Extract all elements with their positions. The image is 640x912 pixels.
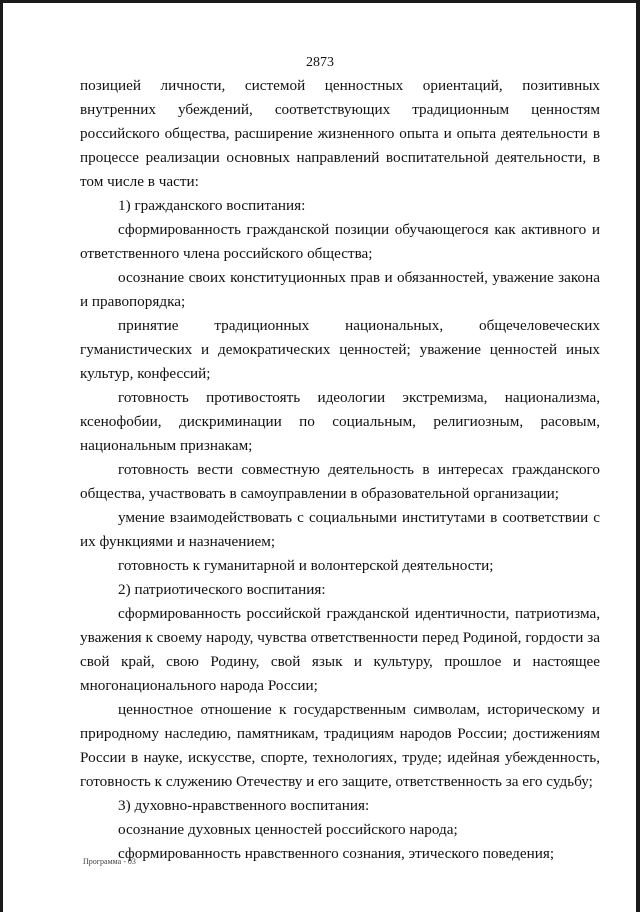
paragraph: осознание духовных ценностей российского народа;	[118, 821, 458, 838]
scan-edge-left	[0, 0, 3, 912]
document-body	[80, 74, 600, 866]
page-number: 2873	[306, 55, 334, 70]
paragraph: 1) гражданского воспитания:	[118, 197, 306, 214]
scan-edge-right	[636, 0, 640, 912]
paragraph: сформированность нравственного сознания, этического поведения;	[118, 845, 555, 862]
paragraph: готовность к гуманитарной и волонтерской деятельности;	[118, 557, 494, 574]
paragraph: умение взаимодействовать с социальными институтами в соответствии с их функциями и назначением;	[80, 509, 600, 550]
paragraph: принятие традиционных национальных, общечеловеческих гуманистических и демократических ценностей; уважение ценностей иных культур, конфессий;	[80, 317, 600, 382]
paragraph: позицией личности, системой ценностных ориентаций, позитивных внутренних убеждений, соответствующих традиционным ценностям российского общества, расширение жизненного опыта и опыта деятельности в процессе реализации основных направлений воспитательной деятельности, в том числе в части:	[80, 77, 600, 190]
paragraph: 3) духовно-нравственного воспитания:	[118, 797, 370, 814]
paragraph: ценностное отношение к государственным символам, историческому и природному наследию, памятникам, традициям народов России; достижениям России в науке, искусстве, спорте, технологиях, труде; идейная убежденность, готовность к служению Отечеству и его защите, ответственность за его судьбу;	[80, 701, 600, 790]
paragraph: сформированность российской гражданской идентичности, патриотизма, уважения к своему народу, чувства ответственности перед Родиной, гордости за свой край, свою Родину, свой язык и культуру, прошлое и настоящее многонационального народа России;	[80, 605, 600, 694]
scan-edge-top	[0, 0, 640, 3]
paragraph: готовность вести совместную деятельность в интересах гражданского общества, участвовать в самоуправлении в образовательной организации;	[80, 461, 600, 502]
paragraph: готовность противостоять идеологии экстремизма, национализма, ксенофобии, дискриминации по социальным, религиозным, расовым, национальным признакам;	[80, 389, 600, 454]
paragraph: сформированность гражданской позиции обучающегося как активного и ответственного члена российского общества;	[80, 221, 600, 262]
paragraph: 2) патриотического воспитания:	[118, 581, 326, 598]
paragraph: осознание своих конституционных прав и обязанностей, уважение закона и правопорядка;	[80, 269, 600, 310]
footer-note: Программа - 03	[83, 857, 136, 866]
